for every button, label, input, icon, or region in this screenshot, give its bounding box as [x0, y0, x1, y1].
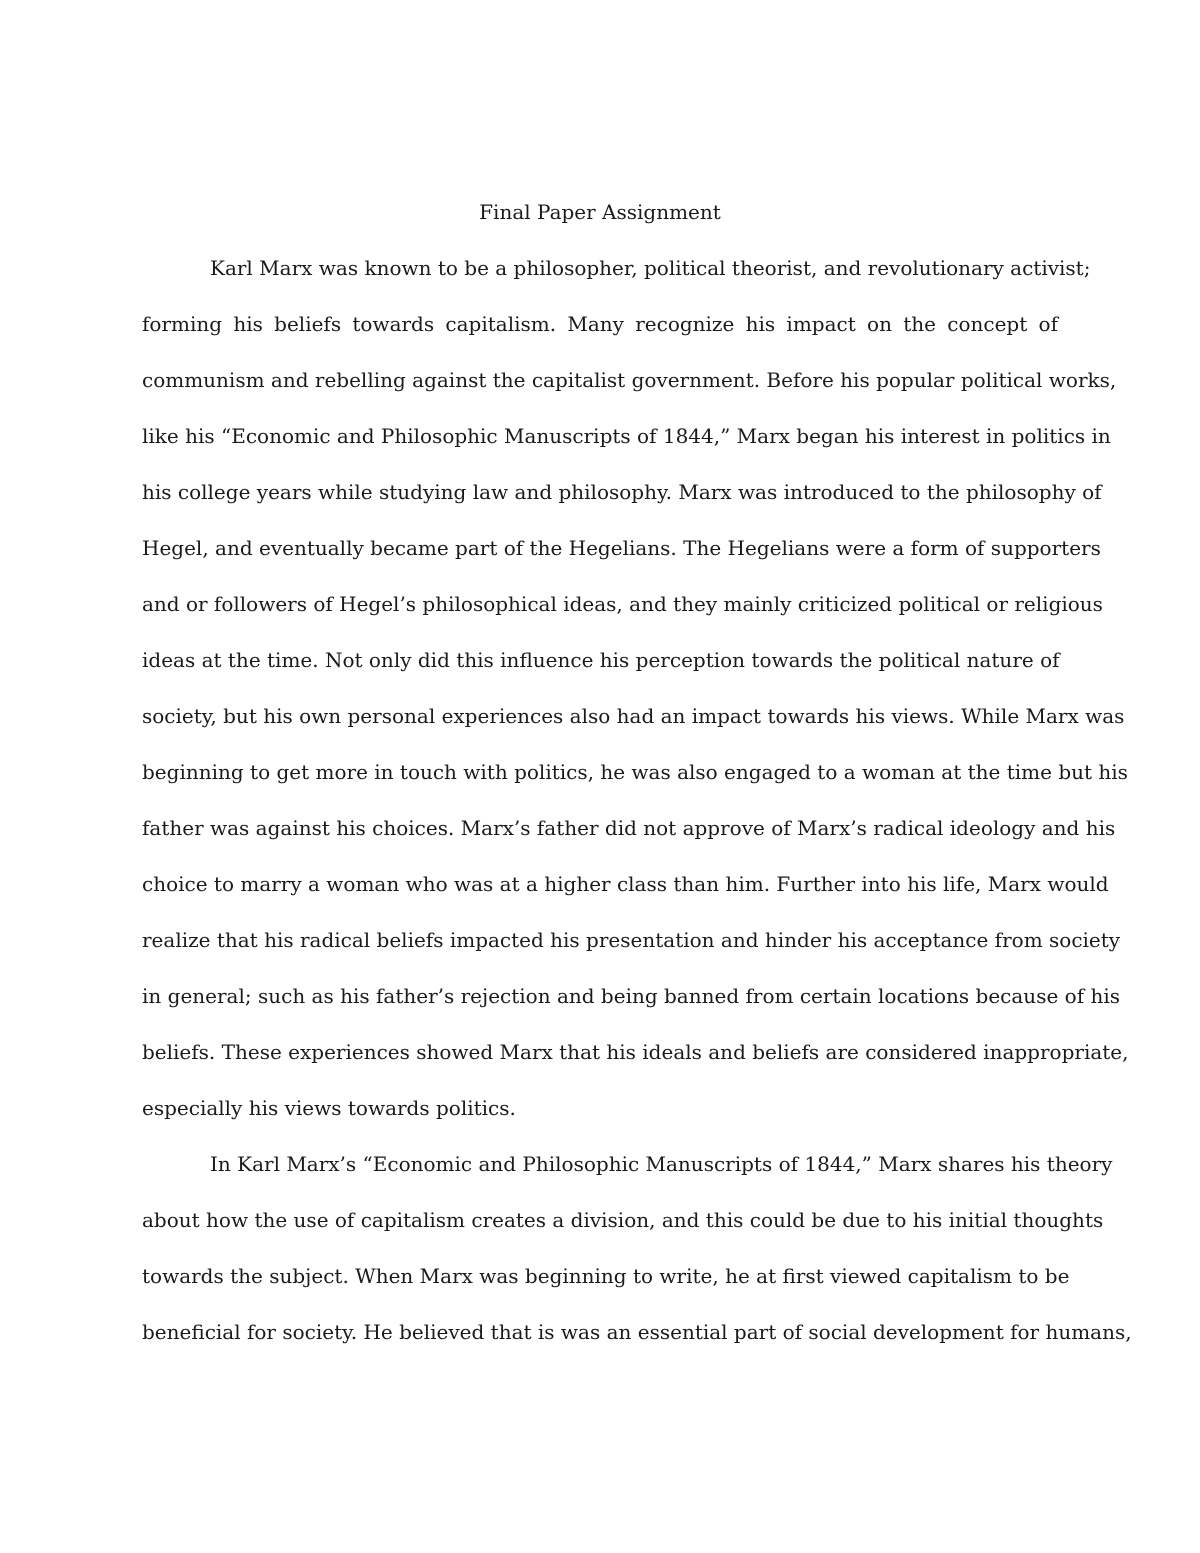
paragraph-1-line-10: beginning to get more in touch with politics, he was also engaged to a woman at the time but his — [142, 760, 1128, 784]
paragraph-1-line-7: and or followers of Hegel’s philosophical ideas, and they mainly criticized political or religious — [142, 592, 1103, 616]
paragraph-1-line-4: like his “Economic and Philosophic Manuscripts of 1844,” Marx began his interest in politics in — [142, 424, 1111, 448]
paragraph-1-line-5: his college years while studying law and philosophy. Marx was introduced to the philosophy of — [142, 480, 1102, 504]
paragraph-1-line-6: Hegel, and eventually became part of the Hegelians. The Hegelians were a form of supporters — [142, 536, 1101, 560]
paragraph-2-line-3: towards the subject. When Marx was beginning to write, he at first viewed capitalism to be — [142, 1264, 1070, 1288]
paragraph-1-line-15: beliefs. These experiences showed Marx that his ideals and beliefs are considered inappropriate, — [142, 1040, 1129, 1064]
page-title: Final Paper Assignment — [479, 200, 721, 224]
paragraph-1-line-2: forming his beliefs towards capitalism. Many recognize his impact on the concept of — [142, 312, 1058, 336]
paragraph-1-line-13: realize that his radical beliefs impacted his presentation and hinder his acceptance from society — [142, 928, 1121, 952]
paragraph-1-line-3: communism and rebelling against the capitalist government. Before his popular political works, — [142, 368, 1117, 392]
paragraph-2-line-2: about how the use of capitalism creates a division, and this could be due to his initial thoughts — [142, 1208, 1104, 1232]
paragraph-1-line-1: Karl Marx was known to be a philosopher, political theorist, and revolutionary activist; — [210, 256, 1091, 280]
paragraph-2-line-1: In Karl Marx’s “Economic and Philosophic Manuscripts of 1844,” Marx shares his theory — [210, 1152, 1113, 1176]
paragraph-1-line-16: especially his views towards politics. — [142, 1096, 516, 1120]
paragraph-1-line-9: society, but his own personal experiences also had an impact towards his views. While Marx was — [142, 704, 1125, 728]
paragraph-1-line-8: ideas at the time. Not only did this influence his perception towards the political nature of — [142, 648, 1060, 672]
paragraph-1-line-14: in general; such as his father’s rejection and being banned from certain locations because of his — [142, 984, 1120, 1008]
paragraph-1-line-12: choice to marry a woman who was at a higher class than him. Further into his life, Marx would — [142, 872, 1109, 896]
paragraph-1-line-11: father was against his choices. Marx’s father did not approve of Marx’s radical ideology and his — [142, 816, 1116, 840]
paragraph-2-line-4: beneficial for society. He believed that is was an essential part of social development for humans, — [142, 1320, 1132, 1344]
